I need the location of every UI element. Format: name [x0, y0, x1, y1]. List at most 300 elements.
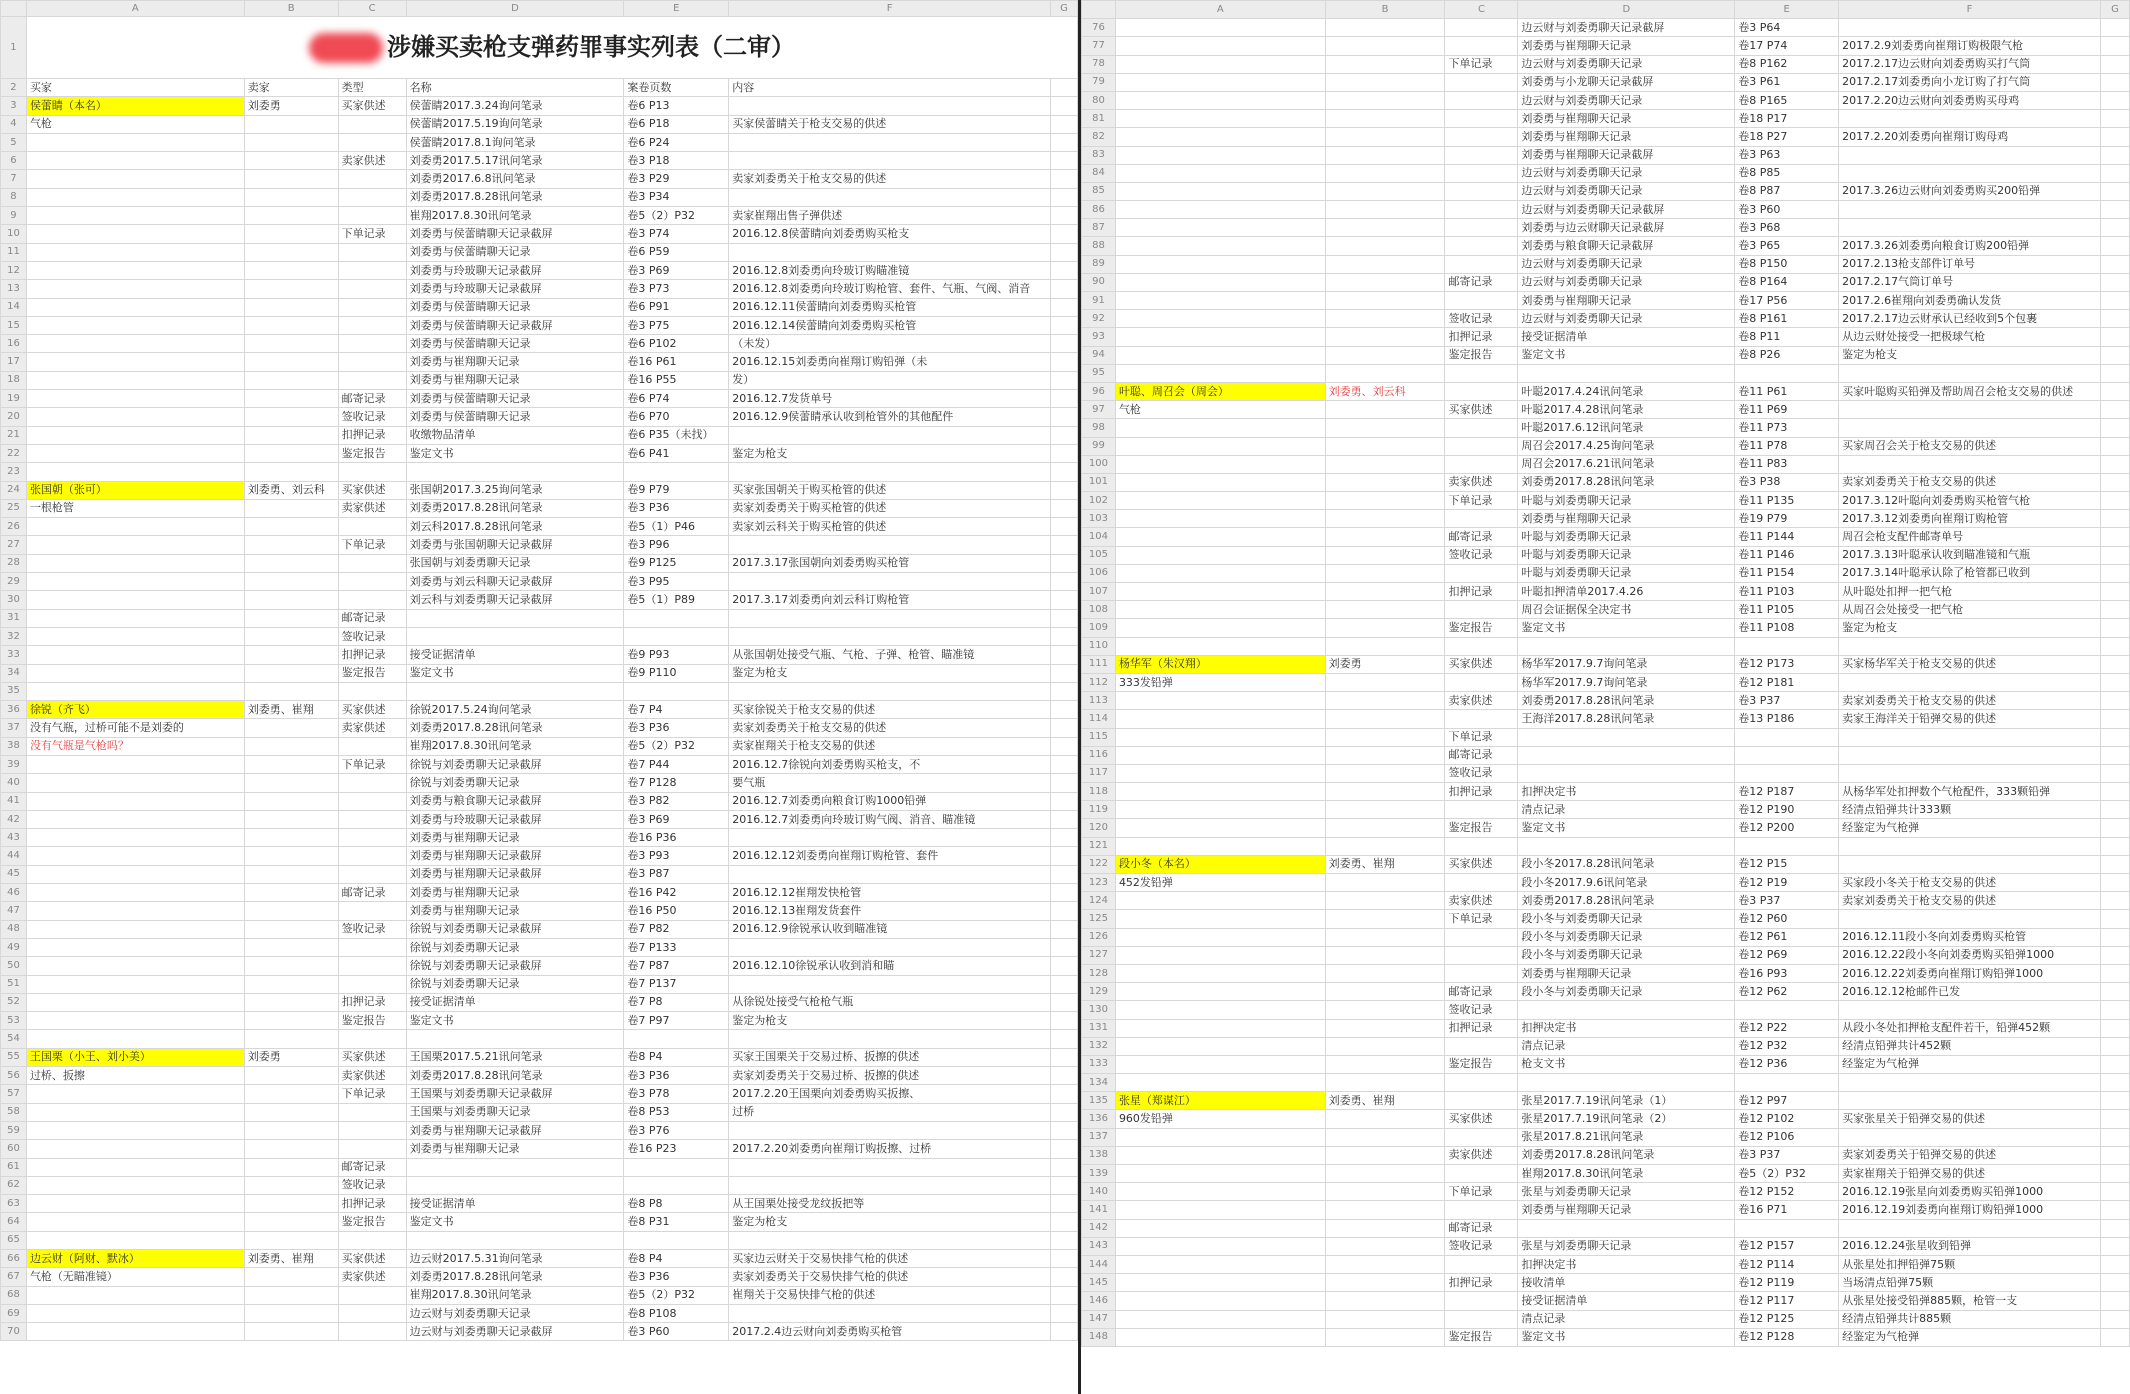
buyer-cell[interactable]: 张国朝（张可）: [26, 481, 244, 499]
empty-cell[interactable]: [1051, 609, 1078, 627]
buyer-cell[interactable]: [26, 133, 244, 151]
empty-cell[interactable]: [1051, 207, 1078, 225]
seller-cell[interactable]: [1325, 110, 1445, 128]
type-cell[interactable]: 卖家供述: [1445, 892, 1518, 910]
document-name-cell[interactable]: 鉴定文书: [1518, 819, 1735, 837]
buyer-cell[interactable]: [26, 188, 244, 206]
type-cell[interactable]: 鉴定报告: [1445, 819, 1518, 837]
row-number[interactable]: 67: [1, 1268, 27, 1286]
content-cell[interactable]: [729, 133, 1051, 151]
type-cell[interactable]: [1445, 710, 1518, 728]
document-name-cell[interactable]: 刘委勇与侯蕾睛聊天记录截屏: [406, 316, 624, 334]
content-cell[interactable]: 从周召会处接受一把气枪: [1839, 601, 2101, 619]
page-ref-cell[interactable]: 卷16 P93: [1735, 964, 1839, 982]
document-name-cell[interactable]: 徐锐与刘委勇聊天记录截屏: [406, 957, 624, 975]
document-name-cell[interactable]: 叶聪2017.4.28讯问笔录: [1518, 401, 1735, 419]
empty-cell[interactable]: [1051, 646, 1078, 664]
seller-cell[interactable]: [244, 499, 338, 517]
page-ref-cell[interactable]: 卷3 P64: [1735, 19, 1839, 37]
page-ref-cell[interactable]: 卷12 P97: [1735, 1092, 1839, 1110]
buyer-cell[interactable]: [1115, 91, 1325, 109]
page-ref-cell[interactable]: 卷3 P61: [1735, 73, 1839, 91]
page-ref-cell[interactable]: 卷3 P37: [1735, 692, 1839, 710]
page-ref-cell[interactable]: [624, 1176, 729, 1194]
content-cell[interactable]: 买家王国栗关于交易过桥、扳擦的供述: [729, 1048, 1051, 1066]
empty-cell[interactable]: [1051, 1323, 1078, 1341]
type-cell[interactable]: 卖家供述: [1445, 473, 1518, 491]
seller-cell[interactable]: [244, 1158, 338, 1176]
content-cell[interactable]: [729, 865, 1051, 883]
seller-cell[interactable]: [1325, 273, 1445, 291]
empty-cell[interactable]: [2101, 892, 2130, 910]
type-cell[interactable]: 扣押记录: [338, 1195, 406, 1213]
row-number[interactable]: 79: [1082, 73, 1116, 91]
content-cell[interactable]: 从张国朝处接受气瓶、气枪、子弹、枪管、瞄准镜: [729, 646, 1051, 664]
empty-cell[interactable]: [1051, 865, 1078, 883]
type-cell[interactable]: 卖家供述: [338, 152, 406, 170]
seller-cell[interactable]: [244, 774, 338, 792]
row-number[interactable]: 31: [1, 609, 27, 627]
document-name-cell[interactable]: [1518, 637, 1735, 655]
row-number[interactable]: 56: [1, 1067, 27, 1085]
content-cell[interactable]: 2016.12.7发货单号: [729, 390, 1051, 408]
type-cell[interactable]: 邮寄记录: [338, 390, 406, 408]
seller-cell[interactable]: [1325, 37, 1445, 55]
document-name-cell[interactable]: 崔翔2017.8.30讯问笔录: [1518, 1165, 1735, 1183]
document-name-cell[interactable]: 刘委勇与崔翔聊天记录: [1518, 292, 1735, 310]
content-cell[interactable]: [1839, 146, 2101, 164]
type-cell[interactable]: [338, 865, 406, 883]
buyer-cell[interactable]: [1115, 364, 1325, 382]
row-number[interactable]: 95: [1082, 364, 1116, 382]
document-name-cell[interactable]: 刘委勇与侯蕾睛聊天记录截屏: [406, 225, 624, 243]
row-number[interactable]: 23: [1, 463, 27, 481]
row-number[interactable]: 84: [1082, 164, 1116, 182]
type-cell[interactable]: 签收记录: [338, 627, 406, 645]
type-cell[interactable]: 买家供述: [1445, 855, 1518, 873]
document-name-cell[interactable]: [1518, 1074, 1735, 1092]
type-cell[interactable]: 扣押记录: [338, 993, 406, 1011]
document-name-cell[interactable]: 刘委勇与崔翔聊天记录截屏: [406, 1121, 624, 1139]
content-cell[interactable]: 鉴定为枪支: [729, 444, 1051, 462]
seller-cell[interactable]: [244, 792, 338, 810]
page-ref-cell[interactable]: 卷11 P135: [1735, 492, 1839, 510]
row-number[interactable]: 34: [1, 664, 27, 682]
type-cell[interactable]: [338, 115, 406, 133]
type-cell[interactable]: [338, 1140, 406, 1158]
document-name-cell[interactable]: 鉴定文书: [406, 444, 624, 462]
column-header[interactable]: D: [1518, 1, 1735, 19]
row-number[interactable]: 17: [1, 353, 27, 371]
document-name-cell[interactable]: 边云财2017.5.31询问笔录: [406, 1250, 624, 1268]
page-ref-cell[interactable]: 卷12 P114: [1735, 1255, 1839, 1273]
seller-cell[interactable]: [244, 335, 338, 353]
row-number[interactable]: 97: [1082, 401, 1116, 419]
document-name-cell[interactable]: [406, 1030, 624, 1048]
type-cell[interactable]: 邮寄记录: [1445, 1219, 1518, 1237]
empty-cell[interactable]: [1051, 1250, 1078, 1268]
empty-cell[interactable]: [2101, 219, 2130, 237]
row-number[interactable]: 93: [1082, 328, 1116, 346]
document-name-cell[interactable]: [1518, 746, 1735, 764]
seller-cell[interactable]: [1325, 783, 1445, 801]
content-cell[interactable]: 买家张星关于铅弹交易的供述: [1839, 1110, 2101, 1128]
document-name-cell[interactable]: 接受证据清单: [406, 993, 624, 1011]
buyer-cell[interactable]: [26, 280, 244, 298]
type-cell[interactable]: [1445, 364, 1518, 382]
type-cell[interactable]: 买家供述: [338, 481, 406, 499]
page-ref-cell[interactable]: [1735, 1001, 1839, 1019]
content-cell[interactable]: 卖家崔翔关于枪支交易的供述: [729, 737, 1051, 755]
content-cell[interactable]: 2016.12.24张星收到铅弹: [1839, 1237, 2101, 1255]
content-cell[interactable]: [1839, 837, 2101, 855]
row-number[interactable]: 140: [1082, 1183, 1116, 1201]
seller-cell[interactable]: [1325, 1074, 1445, 1092]
page-ref-cell[interactable]: 卷3 P65: [1735, 237, 1839, 255]
buyer-cell[interactable]: [1115, 1128, 1325, 1146]
document-name-cell[interactable]: 枪支文书: [1518, 1055, 1735, 1073]
empty-cell[interactable]: [1051, 481, 1078, 499]
page-ref-cell[interactable]: 卷12 P181: [1735, 673, 1839, 691]
buyer-cell[interactable]: [1115, 546, 1325, 564]
empty-cell[interactable]: [1051, 847, 1078, 865]
document-name-cell[interactable]: 崔翔2017.8.30讯问笔录: [406, 737, 624, 755]
document-name-cell[interactable]: 徐锐与刘委勇聊天记录: [406, 774, 624, 792]
row-number[interactable]: 29: [1, 573, 27, 591]
type-cell[interactable]: [338, 829, 406, 847]
buyer-cell[interactable]: [26, 1213, 244, 1231]
content-cell[interactable]: 从段小冬处扣押枪支配件若干，铅弹452颗: [1839, 1019, 2101, 1037]
content-cell[interactable]: 经鉴定为气枪弹: [1839, 819, 2101, 837]
content-cell[interactable]: [1839, 401, 2101, 419]
page-ref-cell[interactable]: 卷6 P70: [624, 408, 729, 426]
document-name-cell[interactable]: 段小冬与刘委勇聊天记录: [1518, 983, 1735, 1001]
buyer-cell[interactable]: [26, 920, 244, 938]
content-cell[interactable]: [729, 97, 1051, 115]
document-name-cell[interactable]: 鉴定文书: [1518, 346, 1735, 364]
buyer-cell[interactable]: [1115, 1001, 1325, 1019]
page-ref-cell[interactable]: 卷18 P17: [1735, 110, 1839, 128]
seller-cell[interactable]: 刘委勇: [1325, 655, 1445, 673]
page-ref-cell[interactable]: 卷3 P95: [624, 573, 729, 591]
empty-cell[interactable]: [2101, 928, 2130, 946]
page-ref-cell[interactable]: 卷3 P93: [624, 847, 729, 865]
page-ref-cell[interactable]: 卷16 P71: [1735, 1201, 1839, 1219]
type-cell[interactable]: [338, 463, 406, 481]
seller-cell[interactable]: [244, 1103, 338, 1121]
document-name-cell[interactable]: 刘委勇与崔翔聊天记录: [406, 353, 624, 371]
buyer-cell[interactable]: 杨华军（朱汉翔）: [1115, 655, 1325, 673]
content-cell[interactable]: [1839, 364, 2101, 382]
buyer-cell[interactable]: [1115, 1074, 1325, 1092]
empty-cell[interactable]: [1051, 938, 1078, 956]
document-name-cell[interactable]: 徐锐与刘委勇聊天记录截屏: [406, 920, 624, 938]
page-ref-cell[interactable]: [624, 1231, 729, 1249]
row-number[interactable]: 14: [1, 298, 27, 316]
content-cell[interactable]: [729, 463, 1051, 481]
type-cell[interactable]: [1445, 91, 1518, 109]
type-cell[interactable]: [338, 298, 406, 316]
document-name-cell[interactable]: 刘委勇与侯蕾睛聊天记录: [406, 390, 624, 408]
content-cell[interactable]: [1839, 673, 2101, 691]
row-number[interactable]: 137: [1082, 1128, 1116, 1146]
buyer-cell[interactable]: [26, 1085, 244, 1103]
document-name-cell[interactable]: 刘委勇与崔翔聊天记录: [1518, 510, 1735, 528]
page-ref-cell[interactable]: 卷6 P102: [624, 335, 729, 353]
empty-cell[interactable]: [2101, 837, 2130, 855]
document-name-cell[interactable]: 段小冬与刘委勇聊天记录: [1518, 946, 1735, 964]
document-name-cell[interactable]: [406, 463, 624, 481]
row-number[interactable]: 63: [1, 1195, 27, 1213]
type-cell[interactable]: [1445, 601, 1518, 619]
row-number[interactable]: 12: [1, 261, 27, 279]
type-cell[interactable]: [338, 335, 406, 353]
row-number[interactable]: 126: [1082, 928, 1116, 946]
content-cell[interactable]: [1839, 1074, 2101, 1092]
content-cell[interactable]: [729, 1304, 1051, 1322]
seller-cell[interactable]: [1325, 801, 1445, 819]
buyer-cell[interactable]: [26, 1195, 244, 1213]
document-name-cell[interactable]: 刘委勇与崔翔聊天记录: [1518, 964, 1735, 982]
document-name-cell[interactable]: [1518, 364, 1735, 382]
column-header[interactable]: A: [26, 1, 244, 17]
content-cell[interactable]: 2017.3.12叶聪向刘委勇购买枪管气枪: [1839, 492, 2101, 510]
page-ref-cell[interactable]: 卷3 P63: [1735, 146, 1839, 164]
content-cell[interactable]: 卖家刘委勇关于枪支交易的供述: [1839, 473, 2101, 491]
content-cell[interactable]: 买家张国朝关于购买枪管的供述: [729, 481, 1051, 499]
content-cell[interactable]: 要气瓶: [729, 774, 1051, 792]
buyer-cell[interactable]: [1115, 37, 1325, 55]
empty-cell[interactable]: [1051, 536, 1078, 554]
row-number[interactable]: 127: [1082, 946, 1116, 964]
corner-cell[interactable]: [1082, 1, 1116, 19]
buyer-cell[interactable]: [26, 261, 244, 279]
row-number[interactable]: 46: [1, 884, 27, 902]
buyer-cell[interactable]: [26, 609, 244, 627]
buyer-cell[interactable]: [26, 902, 244, 920]
content-cell[interactable]: 2016.12.11段小冬向刘委勇购买枪管: [1839, 928, 2101, 946]
buyer-cell[interactable]: 徐锐（齐飞）: [26, 701, 244, 719]
empty-cell[interactable]: [2101, 328, 2130, 346]
seller-cell[interactable]: 刘委勇、崔翔: [244, 1250, 338, 1268]
type-cell[interactable]: [1445, 1165, 1518, 1183]
seller-cell[interactable]: 刘委勇、崔翔: [1325, 1092, 1445, 1110]
buyer-cell[interactable]: [26, 335, 244, 353]
buyer-cell[interactable]: [1115, 710, 1325, 728]
page-ref-cell[interactable]: 卷16 P42: [624, 884, 729, 902]
empty-cell[interactable]: [2101, 364, 2130, 382]
document-name-cell[interactable]: 接受证据清单: [406, 1195, 624, 1213]
type-cell[interactable]: 买家供述: [338, 1250, 406, 1268]
empty-cell[interactable]: [2101, 1328, 2130, 1346]
row-number[interactable]: 22: [1, 444, 27, 462]
seller-cell[interactable]: [244, 975, 338, 993]
empty-cell[interactable]: [2101, 546, 2130, 564]
type-cell[interactable]: 邮寄记录: [1445, 528, 1518, 546]
row-number[interactable]: 26: [1, 518, 27, 536]
seller-cell[interactable]: [1325, 874, 1445, 892]
document-name-cell[interactable]: 刘委勇与小龙聊天记录截屏: [1518, 73, 1735, 91]
row-number[interactable]: 21: [1, 426, 27, 444]
document-name-cell[interactable]: 周召会2017.6.21讯问笔录: [1518, 455, 1735, 473]
document-name-cell[interactable]: 刘委勇与玲玻聊天记录截屏: [406, 810, 624, 828]
row-number[interactable]: 105: [1082, 546, 1116, 564]
seller-cell[interactable]: [1325, 1255, 1445, 1273]
buyer-cell[interactable]: [1115, 746, 1325, 764]
header-seller[interactable]: 卖家: [244, 79, 338, 97]
buyer-cell[interactable]: [1115, 601, 1325, 619]
type-cell[interactable]: [1445, 1092, 1518, 1110]
row-number[interactable]: 117: [1082, 764, 1116, 782]
content-cell[interactable]: 经清点铅弹共计452颗: [1839, 1037, 2101, 1055]
document-name-cell[interactable]: 鉴定文书: [1518, 1328, 1735, 1346]
seller-cell[interactable]: [1325, 946, 1445, 964]
buyer-cell[interactable]: [1115, 419, 1325, 437]
empty-cell[interactable]: [1051, 792, 1078, 810]
type-cell[interactable]: 签收记录: [1445, 764, 1518, 782]
type-cell[interactable]: [1445, 874, 1518, 892]
type-cell[interactable]: [338, 975, 406, 993]
page-ref-cell[interactable]: 卷12 P117: [1735, 1292, 1839, 1310]
row-number[interactable]: 65: [1, 1231, 27, 1249]
seller-cell[interactable]: [244, 755, 338, 773]
page-ref-cell[interactable]: 卷11 P105: [1735, 601, 1839, 619]
buyer-cell[interactable]: 段小冬（本名）: [1115, 855, 1325, 873]
seller-cell[interactable]: [1325, 964, 1445, 982]
column-header[interactable]: A: [1115, 1, 1325, 19]
row-number[interactable]: 122: [1082, 855, 1116, 873]
content-cell[interactable]: 买家边云财关于交易快排气枪的供述: [729, 1250, 1051, 1268]
page-ref-cell[interactable]: [624, 1030, 729, 1048]
content-cell[interactable]: [729, 152, 1051, 170]
row-number[interactable]: 133: [1082, 1055, 1116, 1073]
seller-cell[interactable]: 刘委勇、崔翔: [1325, 855, 1445, 873]
page-ref-cell[interactable]: 卷3 P68: [1735, 219, 1839, 237]
row-number[interactable]: 27: [1, 536, 27, 554]
seller-cell[interactable]: [1325, 510, 1445, 528]
empty-cell[interactable]: [2101, 1074, 2130, 1092]
page-ref-cell[interactable]: 卷12 P22: [1735, 1019, 1839, 1037]
document-name-cell[interactable]: 边云财与刘委勇聊天记录: [406, 1304, 624, 1322]
buyer-cell[interactable]: [1115, 1237, 1325, 1255]
type-cell[interactable]: 邮寄记录: [338, 1158, 406, 1176]
page-ref-cell[interactable]: 卷11 P73: [1735, 419, 1839, 437]
content-cell[interactable]: [1839, 855, 2101, 873]
empty-cell[interactable]: [1051, 1103, 1078, 1121]
document-name-cell[interactable]: 刘委勇与崔翔聊天记录: [406, 829, 624, 847]
content-cell[interactable]: [1839, 1219, 2101, 1237]
buyer-cell[interactable]: [1115, 182, 1325, 200]
row-number[interactable]: 115: [1082, 728, 1116, 746]
document-name-cell[interactable]: 刘委勇2017.5.17讯问笔录: [406, 152, 624, 170]
seller-cell[interactable]: [244, 1213, 338, 1231]
buyer-cell[interactable]: [1115, 55, 1325, 73]
page-ref-cell[interactable]: 卷8 P108: [624, 1304, 729, 1322]
document-name-cell[interactable]: 扣押决定书: [1518, 783, 1735, 801]
seller-cell[interactable]: [1325, 1274, 1445, 1292]
page-ref-cell[interactable]: 卷3 P96: [624, 536, 729, 554]
buyer-cell[interactable]: [1115, 455, 1325, 473]
row-number[interactable]: 60: [1, 1140, 27, 1158]
content-cell[interactable]: 2016.12.12崔翔发快枪管: [729, 884, 1051, 902]
document-name-cell[interactable]: 刘委勇与刘云科聊天记录截屏: [406, 573, 624, 591]
buyer-cell[interactable]: [1115, 473, 1325, 491]
content-cell[interactable]: 经鉴定为气枪弹: [1839, 1328, 2101, 1346]
row-number[interactable]: 120: [1082, 819, 1116, 837]
content-cell[interactable]: 从叶聪处扣押一把气枪: [1839, 583, 2101, 601]
buyer-cell[interactable]: [1115, 819, 1325, 837]
buyer-cell[interactable]: [26, 1323, 244, 1341]
document-name-cell[interactable]: [406, 1231, 624, 1249]
empty-cell[interactable]: [2101, 510, 2130, 528]
empty-cell[interactable]: [2101, 1201, 2130, 1219]
empty-cell[interactable]: [2101, 419, 2130, 437]
row-number[interactable]: 9: [1, 207, 27, 225]
row-number[interactable]: 1: [1, 17, 27, 79]
document-name-cell[interactable]: [1518, 728, 1735, 746]
empty-cell[interactable]: [1051, 1176, 1078, 1194]
document-name-cell[interactable]: 边云财与刘委勇聊天记录: [1518, 255, 1735, 273]
content-cell[interactable]: [1839, 1092, 2101, 1110]
page-ref-cell[interactable]: [1735, 764, 1839, 782]
page-ref-cell[interactable]: 卷11 P103: [1735, 583, 1839, 601]
type-cell[interactable]: 下单记录: [1445, 910, 1518, 928]
type-cell[interactable]: 邮寄记录: [1445, 746, 1518, 764]
content-cell[interactable]: [1839, 728, 2101, 746]
row-number[interactable]: 57: [1, 1085, 27, 1103]
buyer-cell[interactable]: [26, 993, 244, 1011]
buyer-cell[interactable]: [26, 957, 244, 975]
buyer-cell[interactable]: [1115, 146, 1325, 164]
empty-cell[interactable]: [1051, 719, 1078, 737]
row-number[interactable]: 35: [1, 682, 27, 700]
buyer-cell[interactable]: [26, 444, 244, 462]
header-type[interactable]: 类型: [338, 79, 406, 97]
content-cell[interactable]: [1839, 637, 2101, 655]
document-name-cell[interactable]: 叶聪扣押清单2017.4.26: [1518, 583, 1735, 601]
document-name-cell[interactable]: 刘委勇与崔翔聊天记录: [406, 371, 624, 389]
empty-cell[interactable]: [1051, 1286, 1078, 1304]
content-cell[interactable]: 2017.3.26刘委勇向粮食订购200铅弹: [1839, 237, 2101, 255]
buyer-cell[interactable]: [1115, 764, 1325, 782]
seller-cell[interactable]: [1325, 928, 1445, 946]
seller-cell[interactable]: [1325, 637, 1445, 655]
seller-cell[interactable]: [244, 1268, 338, 1286]
page-ref-cell[interactable]: 卷11 P83: [1735, 455, 1839, 473]
buyer-cell[interactable]: [26, 1030, 244, 1048]
row-number[interactable]: 43: [1, 829, 27, 847]
seller-cell[interactable]: [244, 627, 338, 645]
type-cell[interactable]: [1445, 382, 1518, 400]
page-ref-cell[interactable]: 卷6 P41: [624, 444, 729, 462]
content-cell[interactable]: 2017.2.6崔翔向刘委勇确认发货: [1839, 292, 2101, 310]
header-content[interactable]: 内容: [729, 79, 1051, 97]
buyer-cell[interactable]: [26, 829, 244, 847]
seller-cell[interactable]: [244, 1067, 338, 1085]
type-cell[interactable]: [1445, 419, 1518, 437]
row-number[interactable]: 147: [1082, 1310, 1116, 1328]
row-number[interactable]: 16: [1, 335, 27, 353]
buyer-cell[interactable]: [1115, 1019, 1325, 1037]
page-ref-cell[interactable]: 卷19 P79: [1735, 510, 1839, 528]
row-number[interactable]: 28: [1, 554, 27, 572]
content-cell[interactable]: [729, 1121, 1051, 1139]
page-ref-cell[interactable]: [1735, 728, 1839, 746]
row-number[interactable]: 77: [1082, 37, 1116, 55]
document-name-cell[interactable]: 边云财与刘委勇聊天记录: [1518, 55, 1735, 73]
buyer-cell[interactable]: 边云财（阿财、默冰）: [26, 1250, 244, 1268]
content-cell[interactable]: 鉴定为枪支: [1839, 619, 2101, 637]
